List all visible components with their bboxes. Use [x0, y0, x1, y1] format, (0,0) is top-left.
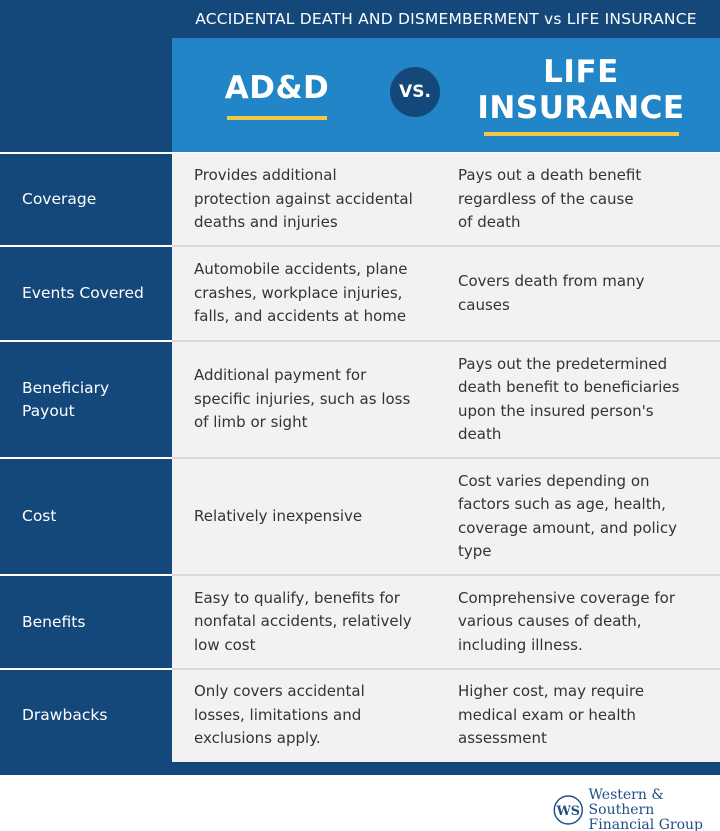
row-label: Coverage [22, 190, 97, 208]
row-divider [172, 340, 720, 342]
row-divider [0, 152, 172, 154]
add-cell: Provides additional protection against accidental deaths and injuries [194, 166, 413, 232]
life-insurance-header [442, 38, 720, 152]
life-insurance-cell: Comprehensive coverage for various causes of death, including illness. [458, 588, 675, 654]
company-name: Western & Southern Financial Group [588, 786, 703, 831]
add-cell: Only covers accidental losses, limitations and exclusions apply. [194, 682, 365, 748]
row-label: Beneficiary Payout [22, 378, 110, 420]
bottom-bar [172, 762, 720, 775]
row-label: Drawbacks [22, 706, 108, 724]
vs-badge: VS. [390, 67, 440, 117]
row-divider [172, 245, 720, 247]
row-cells [172, 458, 720, 575]
row-label: Events Covered [22, 284, 144, 302]
row-divider [172, 457, 720, 459]
row-divider [0, 245, 172, 247]
company-logo [552, 786, 720, 831]
life-insurance-cell: Pays out the predetermined death benefit to beneficiaries upon the insured person's death [458, 354, 680, 443]
header-band [172, 38, 720, 152]
infographic-title: ACCIDENTAL DEATH AND DISMEMBERMENT vs LIFE INSURANCE [172, 0, 720, 38]
row-label: Cost [22, 507, 57, 525]
life-insurance-cell: Cost varies depending on factors such as age, health, coverage amount, and policy type [458, 471, 677, 560]
life-insurance-title: LIFE INSURANCE [477, 54, 685, 126]
life-insurance-cell: Pays out a death benefit regardless of the cause of death [458, 166, 642, 232]
row-divider [0, 340, 172, 342]
row-cells [172, 669, 720, 762]
add-cell: Additional payment for specific injuries, such as loss of limb or sight [194, 366, 411, 432]
table-row [0, 341, 720, 458]
logo-mark: WS [556, 802, 580, 818]
add-cell: Easy to qualify, benefits for nonfatal accidents, relatively low cost [194, 588, 412, 654]
row-cells [172, 153, 720, 246]
table-row [0, 246, 720, 341]
life-insurance-cell: Higher cost, may require medical exam or health assessment [458, 682, 645, 748]
row-divider [0, 457, 172, 459]
ws-logo-icon [552, 793, 585, 827]
table-row [0, 575, 720, 669]
row-divider [0, 668, 172, 670]
add-cell: Automobile accidents, plane crashes, workplace injuries, falls, and accidents at home [194, 260, 408, 326]
add-title: AD&D [224, 70, 330, 106]
table-row [0, 458, 720, 575]
row-divider [172, 574, 720, 576]
table-row [0, 153, 720, 246]
row-label: Benefits [22, 612, 86, 631]
life-insurance-cell: Covers death from many causes [458, 272, 645, 314]
row-divider [0, 574, 172, 576]
table-row [0, 669, 720, 762]
add-header [172, 38, 382, 152]
row-cells [172, 575, 720, 669]
add-cell: Relatively inexpensive [194, 506, 363, 525]
life-insurance-title-underline [484, 132, 679, 136]
row-divider [172, 668, 720, 670]
add-title-underline [227, 116, 327, 120]
row-cells [172, 341, 720, 458]
row-cells [172, 246, 720, 341]
